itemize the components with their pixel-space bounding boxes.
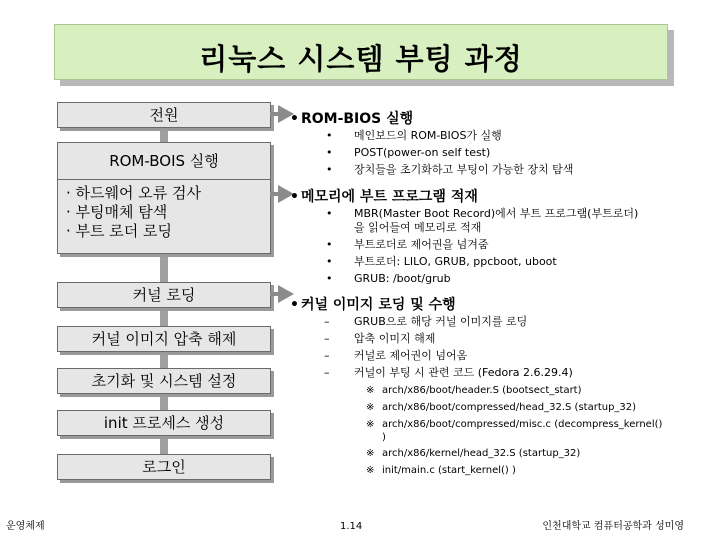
list-item: 메인보드의 ROM-BIOS가 실행 <box>354 129 502 142</box>
page-title: 리눅스 시스템 부팅 과정 <box>199 42 523 76</box>
sub-item: arch/x86/boot/header.S (bootsect_start) <box>382 385 582 396</box>
sub-item: arch/x86/boot/compressed/misc.c (decompress_kernel() <box>382 419 663 430</box>
title-banner <box>54 24 668 80</box>
flow-label: init 프로세스 생성 <box>103 414 225 432</box>
flow-box-init-setup <box>57 368 271 394</box>
flow-sub-lines <box>58 184 270 241</box>
footer-author: 인천대학교 컴퓨터공학과 성미영 <box>542 521 684 532</box>
sub-marker-icon: ※ <box>366 402 375 413</box>
bullet-icon: • <box>290 111 299 127</box>
flow-label: 커널 이미지 압축 해제 <box>91 330 237 348</box>
connector-bar <box>160 128 168 142</box>
connector-bar <box>160 306 168 326</box>
connector-bar <box>160 252 168 282</box>
flow-box-kernel-load <box>57 282 271 308</box>
list-item: GRUB: /boot/grub <box>354 272 451 285</box>
list-item: 부트로더: LILO, GRUB, ppcboot, uboot <box>354 255 557 268</box>
list-marker: • <box>326 238 333 251</box>
section-heading-boot-program: • 메모리에 부트 프로그램 적재 <box>290 189 478 205</box>
list-marker: • <box>326 255 333 268</box>
list-item: 커널로 제어권이 넘어옴 <box>354 349 468 362</box>
sub-item: arch/x86/boot/compressed/head_32.S (startup_32) <box>382 402 637 413</box>
list-marker: • <box>326 146 333 159</box>
list-item: 커널이 부팅 시 관련 코드 (Fedora 2.6.29.4) <box>354 366 573 379</box>
list-marker: • <box>326 272 333 285</box>
sub-item-continued: ) <box>382 432 386 443</box>
flow-label: ROM-BOIS 실행 <box>109 152 219 170</box>
list-marker: • <box>326 129 333 142</box>
section-heading-kernel-image: • 커널 이미지 로딩 및 수행 <box>290 297 456 313</box>
footer-course: 운영체제 <box>6 521 45 532</box>
section-heading-rom-bios: • ROM-BIOS 실행 <box>290 111 414 127</box>
connector-bar <box>160 434 168 454</box>
list-marker: – <box>324 349 330 362</box>
flow-label: 초기화 및 시스템 설정 <box>91 372 237 390</box>
flow-label: 전원 <box>149 106 179 124</box>
list-item: 부트로더로 제어권을 넘겨줌 <box>354 238 489 251</box>
flow-label: 로그인 <box>142 458 186 476</box>
flow-box-init-process <box>57 410 271 436</box>
list-item-continued: 을 읽어들여 메모리로 적재 <box>354 221 482 234</box>
list-marker: • <box>326 163 333 176</box>
flow-box-decompress <box>57 326 271 352</box>
bullet-icon: • <box>290 297 299 313</box>
list-item: MBR(Master Boot Record)에서 부트 프로그램(부트로더) <box>354 207 639 220</box>
flow-box-power <box>57 102 271 128</box>
list-item: GRUB으로 해당 커널 이미지를 로딩 <box>354 315 528 328</box>
list-marker: – <box>324 332 330 345</box>
flow-label: 커널 로딩 <box>132 286 196 304</box>
sub-marker-icon: ※ <box>366 448 375 459</box>
sub-item: arch/x86/kernel/head_32.S (startup_32) <box>382 448 581 459</box>
flow-line: · 부팅매체 탐색 <box>66 203 168 221</box>
flow-line: · 부트 로더 로딩 <box>66 222 173 240</box>
connector-bar <box>160 392 168 410</box>
list-marker: • <box>326 207 333 220</box>
list-marker: – <box>324 366 330 379</box>
flow-divider <box>58 179 270 180</box>
flow-box-rom-bios <box>57 142 271 254</box>
list-item: 압축 이미지 해제 <box>354 332 436 345</box>
sub-marker-icon: ※ <box>366 419 375 430</box>
sub-item: init/main.c (start_kernel() ) <box>382 465 516 476</box>
bullet-icon: • <box>290 189 299 205</box>
list-item: 장치들을 초기화하고 부팅이 가능한 장치 탐색 <box>354 163 574 176</box>
flow-box-login <box>57 454 271 480</box>
sub-marker-icon: ※ <box>366 465 375 476</box>
sub-marker-icon: ※ <box>366 385 375 396</box>
list-marker: – <box>324 315 330 328</box>
footer-page-number: 1.14 <box>340 521 363 532</box>
list-item: POST(power-on self test) <box>354 146 491 159</box>
flow-line: · 하드웨어 오류 검사 <box>66 184 201 202</box>
connector-bar <box>160 350 168 368</box>
